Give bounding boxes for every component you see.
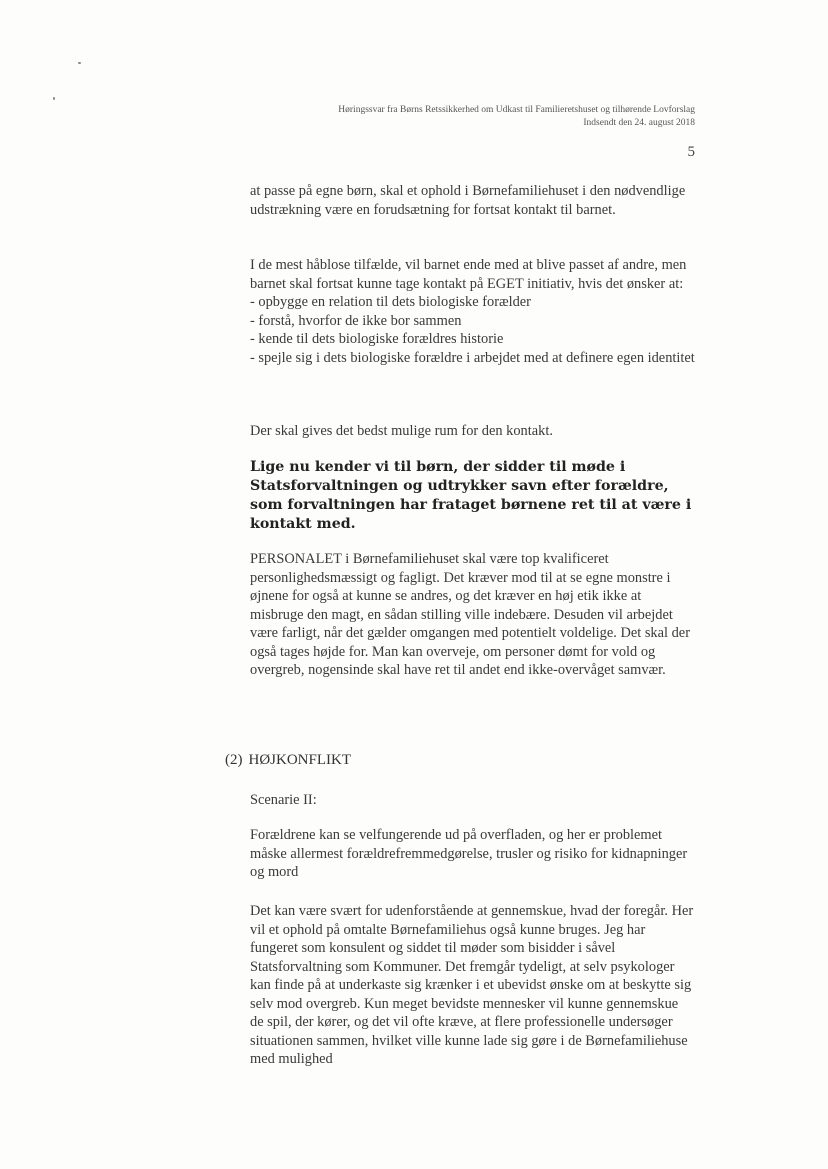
paragraph-text: PERSONALET i Børnefamiliehuset skal være top kvalificeret personlighedsmæssigt og fagligt. Det kræver mod til at se egne monstre i øjnene for også at kunne se andres, og det kræver en høj etik ikke at misbruge den magt, en sådan stilling ville indebære. Desuden vil arbejdet være farligt, når det gælder omgangen med potentielt voldelige. Det skal der også tages højde for. Man kan overveje, om personer dømt for vold og overgreb, nogensinde skal have ret til andet end ikke-overvåget samvær. xyxy=(250,551,690,678)
list-item: - forstå, hvorfor de ikke bor sammen xyxy=(250,312,695,331)
paragraph-text: Der skal gives det bedst mulige rum for den kontakt. xyxy=(250,423,553,439)
list-item: - opbygge en relation til dets biologiske forælder xyxy=(250,293,695,312)
bold-statement: Lige nu kender vi til børn, der sidder til møde i Statsforvaltningen og udtrykker savn efter forældre, som forvaltningen har frataget børnene ret til at være i kontakt med. xyxy=(250,459,692,532)
section-title: HØJKONFLIKT xyxy=(248,752,351,768)
scenario-heading: Scenarie II: xyxy=(250,792,317,808)
paragraph-1 xyxy=(250,182,695,219)
header-title: Høringssvar fra Børns Retssikkerhed om Udkast til Familieretshuset og tilhørende Lovforslag xyxy=(338,105,695,115)
page-number: 5 xyxy=(687,144,695,160)
section-number: (2) xyxy=(225,752,243,768)
paragraph-5 xyxy=(250,826,695,882)
paragraph-2 xyxy=(250,256,695,367)
paragraph-6 xyxy=(250,902,695,1069)
list-item: - kende til dets biologiske forældres historie xyxy=(250,330,695,349)
paragraph-text: I de mest håblose tilfælde, vil barnet ende med at blive passet af andre, men barnet skal fortsat kunne tage kontakt på EGET initiativ, hvis det ønsker at: xyxy=(250,257,687,292)
paragraph-3 xyxy=(250,422,695,441)
document-header xyxy=(338,104,695,130)
header-date: Indsendt den 24. august 2018 xyxy=(583,118,695,128)
paragraph-text: Forældrene kan se velfungerende ud på overfladen, og her er problemet måske allermest forældrefremmedgørelse, trusler og risiko for kidnapninger og mord xyxy=(250,827,688,880)
scan-speck xyxy=(53,97,55,100)
section-heading xyxy=(225,752,351,769)
paragraph-4 xyxy=(250,550,695,680)
paragraph-text: Det kan være svært for udenforstående at gennemskue, hvad der foregår. Her vil et ophold på omtalte Børnefamiliehus også kunne bruges. Jeg har fungeret som konsulent og siddet til møder som bisidder i såvel Statsforvaltning som Kommuner. Det fremgår tydeligt, at selv psykologer kan finde på at underkaste sig krænker i et ubevidst ønske om at beskytte sig selv mod overgreb. Kun meget bevidste mennesker vil kunne gennemskue de spil, der kører, og det vil ofte kræve, at flere professionelle undersøger situationen sammen, hvilket ville kunne lade sig gøre i de Børnefamiliehuse med mulighed xyxy=(250,903,694,1067)
list-item: - spejle sig i dets biologiske forældre i arbejdet med at definere egen identitet xyxy=(250,349,695,368)
scan-speck xyxy=(78,62,81,64)
paragraph-text: at passe på egne børn, skal et ophold i Børnefamiliehuset i den nødvendlige udstrækning være en forudsætning for fortsat kontakt til barnet. xyxy=(250,183,686,218)
